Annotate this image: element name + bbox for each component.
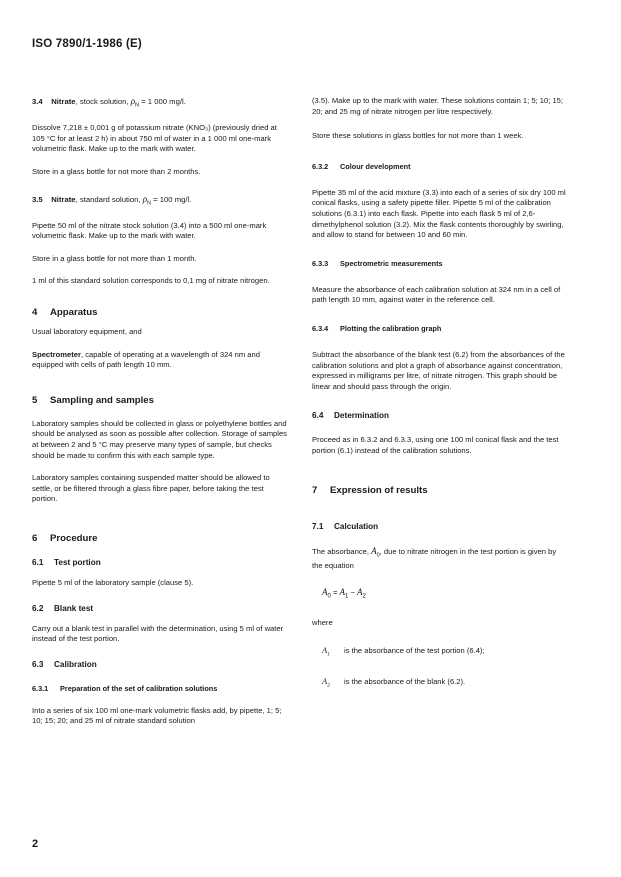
subsection-value: = 1 000 mg/l.	[139, 97, 186, 106]
def-text: is the absorbance of the test portion (6.4);	[344, 645, 485, 655]
subsection-name: Nitrate	[51, 97, 76, 106]
subsection-number: 6.2	[32, 603, 44, 613]
paragraph: Usual laboratory equipment, and	[32, 327, 142, 336]
rho-symbol: ρ	[142, 193, 148, 204]
symbol-subscript: 0	[376, 552, 380, 559]
eq-term-a: A	[339, 587, 345, 598]
subsection-6-1-heading	[32, 557, 288, 568]
subsection-title: Calculation	[334, 521, 379, 531]
paragraph: 1 ml of this standard solution corresponds to 0,1 mg of nitrate nitrogen.	[32, 276, 270, 286]
subsection-number: 6.4	[312, 411, 324, 421]
subsection-desc: , stock solution,	[75, 97, 131, 106]
section-4-heading	[32, 307, 288, 319]
subsection-number: 6.3.1	[32, 683, 49, 693]
symbol-a: A	[371, 545, 377, 556]
def-subscript: 1	[327, 651, 330, 658]
subsection-3-5-heading	[32, 194, 288, 209]
paragraph	[312, 546, 568, 572]
paragraph	[32, 350, 288, 371]
eq-lhs-subscript: 0	[327, 593, 331, 600]
paragraph: Measure the absorbance of each calibration solution at 324 nm in a cell of path length 10 mm, against water in the reference cell.	[312, 284, 561, 305]
paragraph: Laboratory samples should be collected in glass or polyethylene bottles and should be analysed as soon as possible after collection. Storage of samples at between 2 and 5 °C may preserve many types of sample, but checks should be made to confirm this with each sample type.	[32, 418, 287, 460]
subsection-title: Spectrometric measurements	[340, 258, 443, 268]
paragraph: Store in a glass bottle for not more than 2 months.	[32, 166, 201, 176]
subsection-number: 6.1	[32, 557, 44, 567]
subsection-title: Blank test	[54, 603, 94, 613]
text-run: , due to nitrate nitrogen in the test portion is given by the equation	[312, 546, 557, 570]
paragraph: (3.5). Make up to the mark with water. These solutions contain 1; 5; 10; 15; 20; and 25 mg of nitrate nitrogen per litre respectively.	[312, 96, 564, 116]
subsection-value: = 100 mg/l.	[151, 194, 192, 204]
subsection-6-2-heading	[32, 603, 288, 614]
paragraph: Store in a glass bottle for not more than 1 month.	[32, 253, 197, 263]
subsection-title: Test portion	[54, 557, 101, 567]
eq-equals: =	[330, 588, 340, 598]
subsection-6-3-4-heading	[312, 324, 568, 334]
paragraph: Pipette 50 ml of the nitrate stock solution (3.4) into a 500 ml one-mark volumetric flask. Make up to the mark with water.	[32, 220, 267, 241]
paragraph: Pipette 35 ml of the acid mixture (3.3) into each of a series of six dry 100 ml conical flasks, using a safety pipette filler. Pipette 5 ml of the calibration solutions (6.3.1) into each flask. Pipette into each flask 5 ml of 2,6-dimethylphenol solution (3.2). Mix the flask contents thoroughly by swirling, and allow to stand for between 10 and 60 min.	[312, 187, 566, 240]
subsection-number: 7.1	[312, 521, 324, 531]
subsection-title: Calibration	[54, 659, 97, 669]
where-label: where	[312, 618, 333, 628]
paragraph: Laboratory samples containing suspended matter should be allowed to settle, or be filtered through a glass fibre paper, before taking the test portion.	[32, 473, 270, 504]
subsection-6-3-3-heading	[312, 259, 568, 269]
section-number: 6	[32, 532, 38, 544]
equation	[312, 587, 568, 602]
subsection-number: 6.3.3	[312, 258, 329, 268]
subsection-desc: , standard solution,	[75, 194, 143, 204]
paragraph: Pipette 5 ml of the laboratory sample (clause 5).	[32, 577, 194, 587]
right-column	[312, 96, 568, 691]
subsection-7-1-heading	[312, 521, 568, 532]
text-run: The absorbance,	[312, 546, 372, 556]
section-title: Sampling and samples	[50, 394, 154, 406]
subsection-number: 3.4	[32, 97, 43, 106]
subsection-number: 6.3.4	[312, 323, 329, 333]
term-spectrometer: Spectrometer	[32, 349, 81, 359]
eq-term-b: A	[357, 587, 363, 598]
paragraph: Store these solutions in glass bottles for not more than 1 week.	[312, 131, 524, 141]
term-description: , capable of operating at a wavelength of 324 nm and equipped with cells of path length 10 mm.	[32, 349, 260, 370]
section-number: 4	[32, 307, 38, 318]
subsection-number: 6.3	[32, 659, 44, 669]
section-7-heading	[312, 485, 568, 497]
eq-lhs: A	[322, 587, 328, 598]
paragraph: Subtract the absorbance of the blank test (6.2) from the absorbances of the calibration solutions and plot a graph of absorbance against concentration, expressed in milligrams per litre, of nitrate nitrogen. This graph should be linear and should pass through the origin.	[312, 349, 565, 391]
rho-symbol: ρ	[130, 96, 136, 106]
subsection-3-4-heading	[32, 96, 288, 111]
rho-subscript: N	[135, 102, 140, 109]
def-symbol: A	[322, 676, 328, 687]
section-5-heading	[32, 395, 288, 407]
definition-a2	[312, 676, 568, 691]
left-column	[32, 96, 288, 727]
subsection-name: Nitrate	[51, 194, 76, 204]
subsection-6-4-heading	[312, 410, 568, 421]
document-header: ISO 7890/1-1986 (E)	[32, 38, 142, 50]
paragraph: Carry out a blank test in parallel with the determination, using 5 ml of water instead of the test portion.	[32, 623, 284, 644]
definition-a1	[312, 645, 568, 660]
eq-term-b-subscript: 2	[362, 593, 366, 600]
subsection-number: 3.5	[32, 194, 43, 204]
paragraph: Proceed as in 6.3.2 and 6.3.3, using one 100 ml conical flask and the test portion (6.1) instead of the calibration solutions.	[312, 435, 559, 455]
subsection-title: Colour development	[340, 161, 411, 171]
section-title: Expression of results	[330, 484, 428, 496]
subsection-title: Preparation of the set of calibration solutions	[60, 683, 218, 693]
subsection-number: 6.3.2	[312, 161, 329, 171]
def-symbol: A	[322, 644, 328, 655]
paragraph: Dissolve 7,218 ± 0,001 g of potassium nitrate (KNO₃) (previously dried at 105 °C for at least 2 h) in about 750 ml of water in a 1 000 ml one-mark volumetric flask. Make up to the mark with water.	[32, 123, 277, 154]
section-6-heading	[32, 533, 288, 545]
subsection-6-3-2-heading	[312, 162, 568, 172]
page-number: 2	[32, 838, 39, 850]
section-number: 5	[32, 394, 38, 406]
def-subscript: 2	[327, 682, 330, 689]
subsection-6-3-heading	[32, 659, 288, 670]
def-text: is the absorbance of the blank (6.2).	[344, 677, 466, 687]
eq-term-a-subscript: 1	[345, 593, 349, 600]
rho-subscript: N	[147, 200, 151, 207]
section-title: Procedure	[50, 532, 98, 544]
subsection-title: Determination	[334, 411, 390, 421]
paragraph: Into a series of six 100 ml one-mark volumetric flasks add, by pipette, 1; 5; 10; 15; 20; and 25 ml of nitrate standard solution	[32, 705, 282, 726]
eq-minus: −	[348, 588, 357, 598]
subsection-title: Plotting the calibration graph	[340, 323, 442, 333]
subsection-6-3-1-heading	[32, 684, 288, 694]
section-number: 7	[312, 484, 318, 496]
section-title: Apparatus	[50, 307, 98, 318]
